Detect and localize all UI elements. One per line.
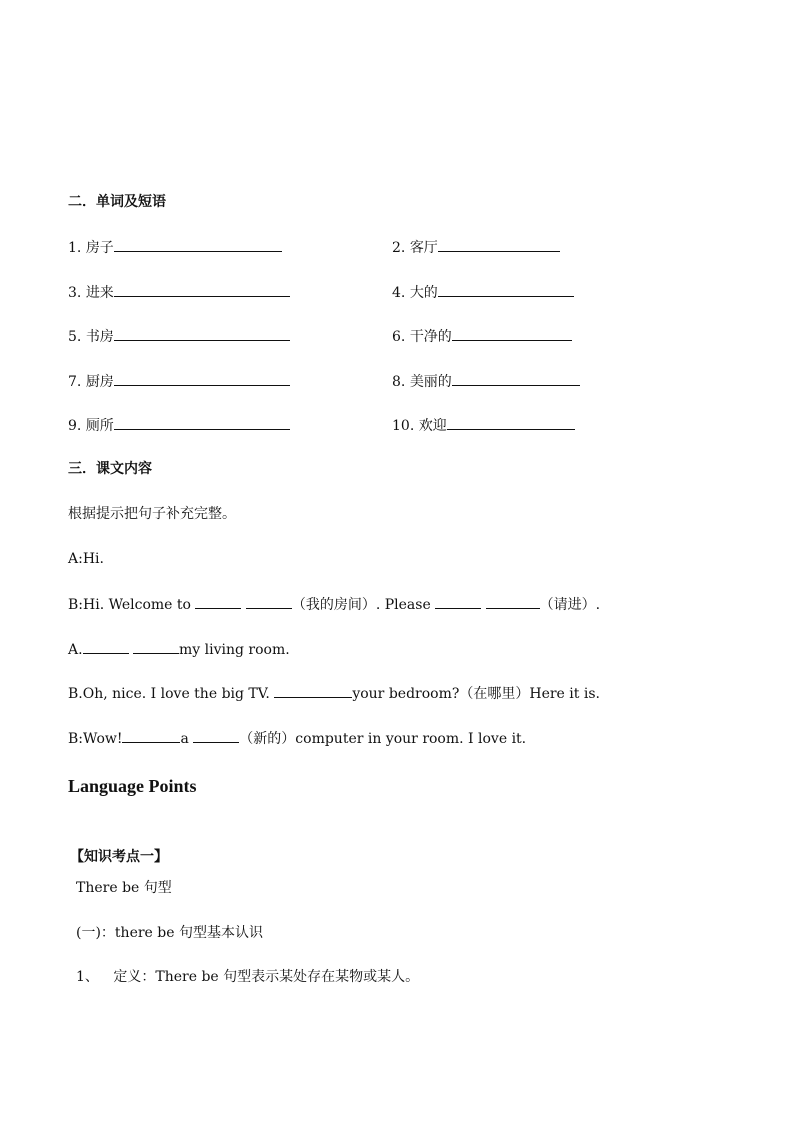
vocab-num: 7. [68,374,82,390]
answer-blank[interactable] [114,326,290,341]
answer-blank[interactable] [486,594,540,609]
answer-blank[interactable] [114,237,282,252]
vocab-num: 3. [68,285,82,301]
vocab-word: 干净的 [409,329,452,345]
knowledge-point-part: (一)：there be 句型基本认识 [76,925,263,941]
answer-blank[interactable] [447,415,575,430]
vocab-num: 2. [392,240,406,256]
vocab-word: 书房 [85,329,114,345]
dialogue-text: （我的房间）. Please [291,597,431,613]
vocab-item-2 [392,237,560,257]
answer-blank[interactable] [246,594,292,609]
dialogue-line-1: A:Hi. [68,551,104,567]
dialogue-text: B:Hi. Welcome to [68,597,191,613]
answer-blank[interactable] [452,326,572,341]
answer-blank[interactable] [274,683,352,698]
vocab-word: 美丽的 [409,374,452,390]
instruction-text: 根据提示把句子补充完整。 [68,506,236,522]
answer-blank[interactable] [193,728,239,743]
answer-blank[interactable] [133,639,179,654]
answer-blank[interactable] [83,639,129,654]
dialogue-line-5 [68,728,526,748]
knowledge-point-subtitle: There be 句型 [76,880,172,896]
section3-heading: 三．课文内容 [68,461,152,477]
dialogue-text: A. [68,642,83,658]
answer-blank[interactable] [438,237,560,252]
dialogue-text: my living room. [179,642,290,658]
definition-line [76,968,419,986]
dialogue-text: （请进）. [539,597,601,613]
vocab-word: 欢迎 [418,418,447,434]
vocab-word: 大的 [409,285,438,301]
vocab-item-3 [68,282,290,302]
knowledge-point-title: 【知识考点一】 [70,849,168,865]
vocab-item-5 [68,326,290,346]
definition-text: 定义：There be 句型表示某处存在某物或某人。 [113,969,420,985]
dialogue-line-4 [68,683,600,703]
vocab-item-8 [392,371,580,391]
vocab-num: 5. [68,329,82,345]
answer-blank[interactable] [122,728,180,743]
vocab-item-10 [392,415,575,435]
vocab-item-9 [68,415,290,435]
dialogue-text: your bedroom?（在哪里）Here it is. [352,686,600,702]
vocab-num: 9. [68,418,82,434]
vocab-num: 10. [392,418,415,434]
vocab-num: 6. [392,329,406,345]
section2-heading: 二．单词及短语 [68,194,166,210]
answer-blank[interactable] [195,594,241,609]
answer-blank[interactable] [438,282,574,297]
answer-blank[interactable] [114,282,290,297]
vocab-item-7 [68,371,290,391]
dialogue-text: B.Oh, nice. I love the big TV. [68,686,270,702]
vocab-num: 8. [392,374,406,390]
dialogue-text: a [180,731,189,747]
vocab-word: 厕所 [85,418,114,434]
vocab-word: 客厅 [409,240,438,256]
vocab-num: 1. [68,240,82,256]
answer-blank[interactable] [452,371,580,386]
dialogue-text: B:Wow! [68,731,123,747]
dialogue-line-2 [68,594,600,614]
definition-number: 1、 [76,969,99,985]
language-points-heading: Language Points [68,776,197,796]
vocab-item-1 [68,237,282,257]
vocab-word: 房子 [85,240,114,256]
answer-blank[interactable] [114,371,290,386]
dialogue-line-3 [68,639,290,659]
vocab-item-4 [392,282,574,302]
answer-blank[interactable] [435,594,481,609]
dialogue-text: （新的）computer in your room. I love it. [239,731,527,747]
vocab-word: 厨房 [85,374,114,390]
vocab-num: 4. [392,285,406,301]
answer-blank[interactable] [114,415,290,430]
vocab-word: 进来 [85,285,114,301]
vocab-item-6 [392,326,572,346]
